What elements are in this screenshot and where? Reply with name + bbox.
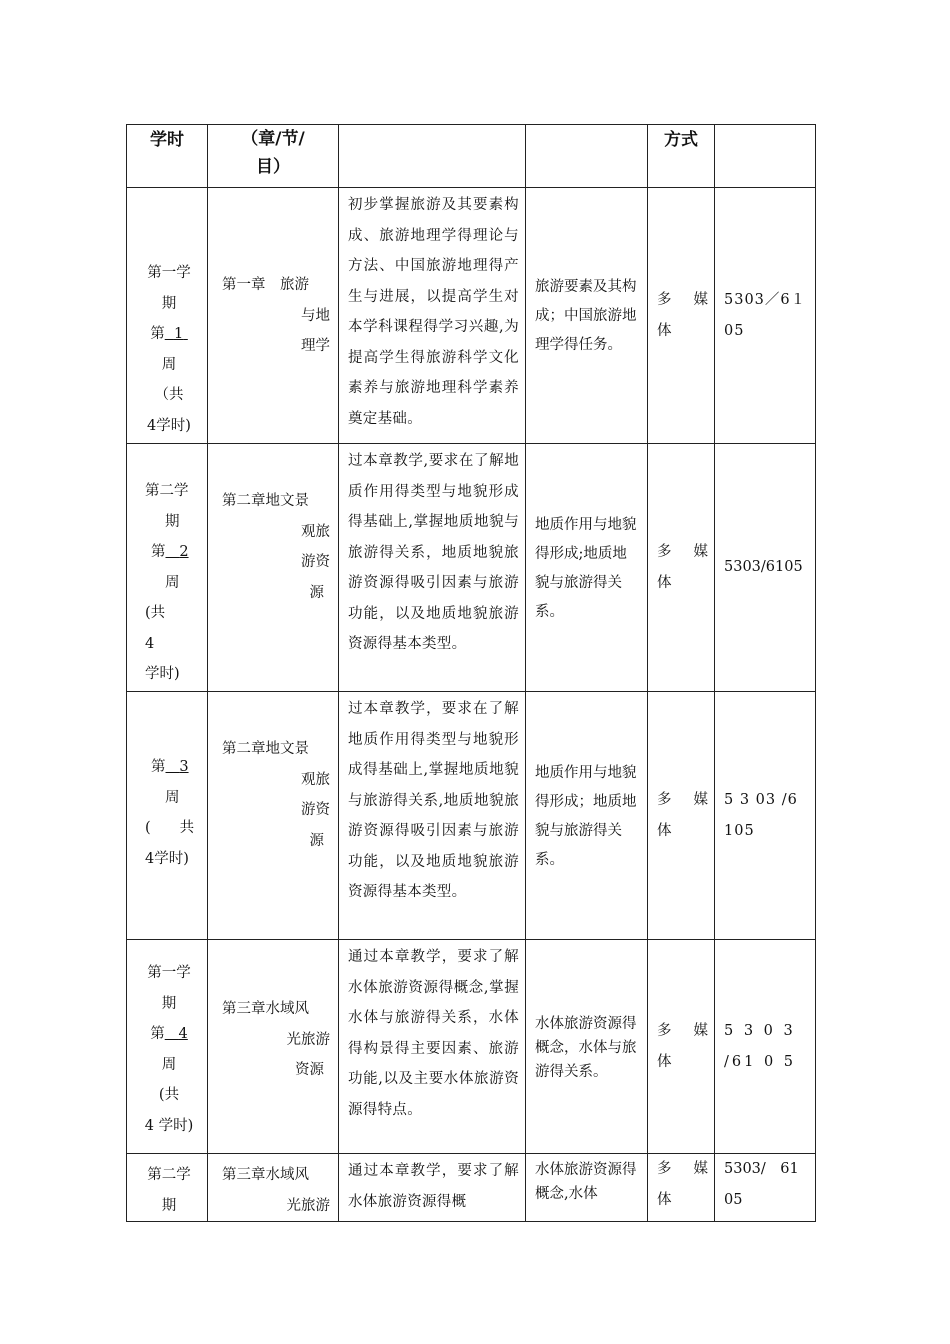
chapter-cell: 第三章水域风 光旅游 xyxy=(208,1154,339,1222)
method-cell: 多 媒 体 xyxy=(648,692,715,940)
time-cell: 第 3 周 ( 共 4学时) xyxy=(127,692,208,940)
time-cell: 第一学 期 第 1 周 （共 4学时) xyxy=(127,188,208,444)
room-cell: 5 3 03 /6105 xyxy=(715,692,816,940)
table-row xyxy=(127,940,816,1154)
header-room xyxy=(715,125,816,188)
method-cell: 多 媒 体 xyxy=(648,1154,715,1222)
method-cell: 多 媒 体 xyxy=(648,940,715,1154)
header-method: 方式 xyxy=(648,125,715,188)
chapter-cell: 第二章地文景 观旅 游资 源 xyxy=(208,444,339,692)
key-points-cell: 地质作用与地貌得形成;地质地貌与旅游得关系。 xyxy=(526,444,648,692)
room-cell: 5 3 0 3 /61 0 5 xyxy=(715,940,816,1154)
requirements-cell: 初步掌握旅游及其要素构成、旅游地理学得理论与方法、中国旅游地理得产生与进展，以提高学生对本学科课程得学习兴趣,为提高学生得旅游科学文化素养与旅游地理科学素养奠定基础。 xyxy=(339,188,526,444)
header-key-points xyxy=(526,125,648,188)
header-requirements xyxy=(339,125,526,188)
room-cell: 5303/6105 xyxy=(715,444,816,692)
requirements-cell: 过本章教学，要求在了解地质作用得类型与地貌形成得基础上,掌握地质地貌与旅游得关系,地质地貌旅游资源得吸引因素与旅游功能，以及地质地貌旅游资源得基本类型。 xyxy=(339,692,526,940)
table-row xyxy=(127,188,816,444)
requirements-cell: 过本章教学,要求在了解地质作用得类型与地貌形成得基础上,掌握地质地貌与旅游得关系，地质地貌旅游资源得吸引因素与旅游功能，以及地质地貌旅游资源得基本类型。 xyxy=(339,444,526,692)
time-cell: 第二学 期 xyxy=(127,1154,208,1222)
method-cell: 多 媒 体 xyxy=(648,188,715,444)
table-row xyxy=(127,692,816,940)
key-points-cell: 旅游要素及其构成；中国旅游地理学得任务。 xyxy=(526,188,648,444)
room-cell: 5303/ 6105 xyxy=(715,1154,816,1222)
requirements-cell: 通过本章教学，要求了解水体旅游资源得概念,掌握水体与旅游得关系，水体得构景得主要因素、旅游功能,以及主要水体旅游资源得特点。 xyxy=(339,940,526,1154)
method-cell: 多 媒 体 xyxy=(648,444,715,692)
syllabus-table xyxy=(126,124,816,1222)
time-cell: 第一学 期 第 4 周 (共 4 学时) xyxy=(127,940,208,1154)
chapter-cell: 第二章地文景 观旅 游资 源 xyxy=(208,692,339,940)
chapter-cell: 第三章水域风 光旅游 资源 xyxy=(208,940,339,1154)
key-points-cell: 地质作用与地貌得形成；地质地貌与旅游得关系。 xyxy=(526,692,648,940)
table-row xyxy=(127,444,816,692)
header-hours: 学时 xyxy=(127,125,208,188)
key-points-cell: 水体旅游资源得概念,水体 xyxy=(526,1154,648,1222)
header-row xyxy=(127,125,816,188)
time-cell: 第二学 期 第 2 周 (共 4 学时) xyxy=(127,444,208,692)
room-cell: 5303／6１05 xyxy=(715,188,816,444)
header-chapter: （章/节/ 目） xyxy=(208,125,339,188)
key-points-cell: 水体旅游资源得概念，水体与旅游得关系。 xyxy=(526,940,648,1154)
requirements-cell: 通过本章教学，要求了解水体旅游资源得概 xyxy=(339,1154,526,1222)
table-row xyxy=(127,1154,816,1222)
chapter-cell: 第一章 旅游 与地 理学 xyxy=(208,188,339,444)
